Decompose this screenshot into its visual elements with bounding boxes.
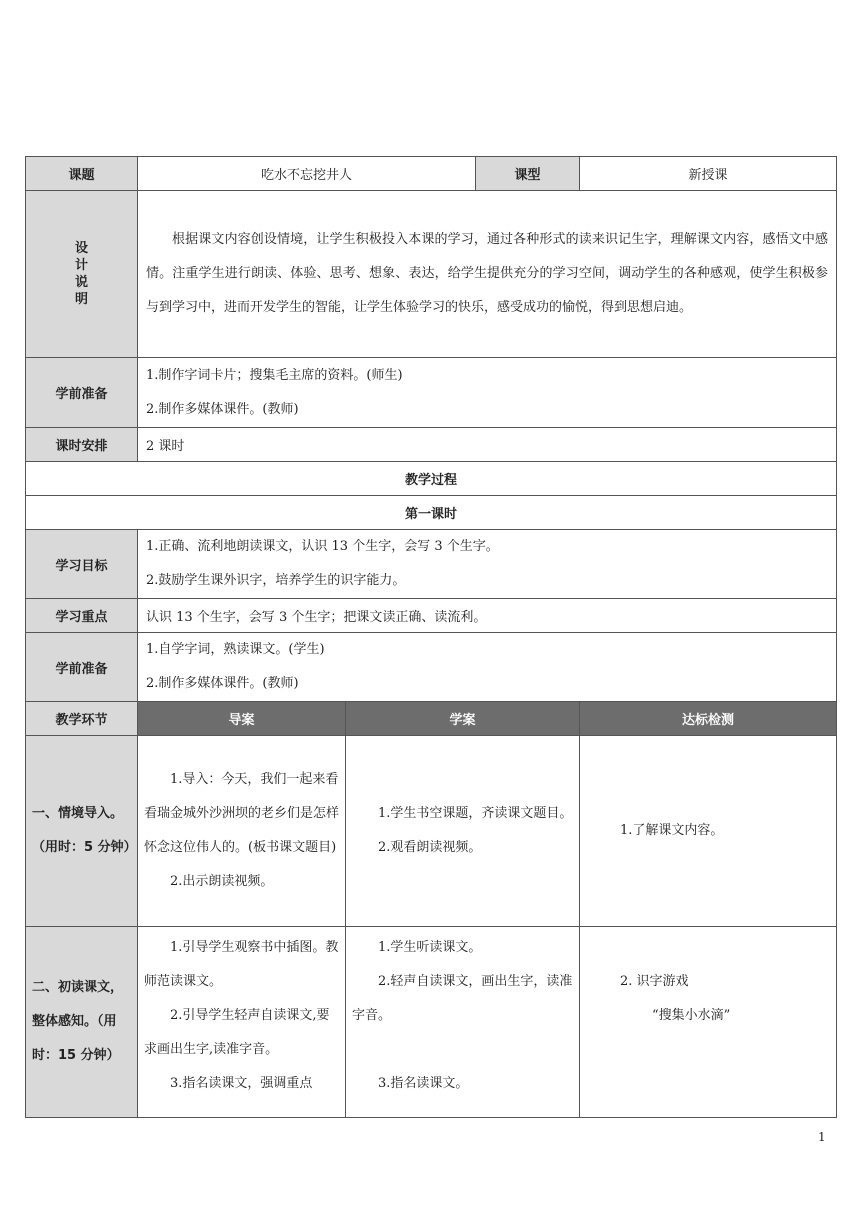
column-learn-header: 学案 xyxy=(346,702,580,736)
schedule-label: 课时安排 xyxy=(26,428,138,462)
guide-item: 2.引导学生轻声自读课文,要求画出生字,读准字音。 xyxy=(144,1008,330,1057)
stage-title: 一、情境导入。（用时：5 分钟） xyxy=(32,806,137,855)
stage-guide-cell xyxy=(138,736,346,927)
goals-row xyxy=(26,530,837,599)
stage-title: 二、初读课文，整体感知。（用时：15 分钟） xyxy=(32,980,124,1063)
guide-item: 2.出示朗读视频。 xyxy=(170,874,274,889)
goals-label: 学习目标 xyxy=(26,530,138,599)
type-label: 课型 xyxy=(476,157,580,191)
lesson-plan-table xyxy=(25,156,837,1118)
stage-check-cell xyxy=(580,736,837,927)
learn-item: 3.指名读课文。 xyxy=(378,1076,469,1091)
stage-row xyxy=(26,736,837,927)
topic-row xyxy=(26,157,837,191)
design-text: 根据课文内容创设情境，让学生积极投入本课的学习，通过各种形式的读来识记生字，理解课文内容，感悟文中感情。注重学生进行朗读、体验、思考、想象、表达，给学生提供充分的学习空间，调动学生的各种感观，使学生积极参与到学习中，进而开发学生的智能，让学生体验学习的快乐，感受成功的愉悦，得到思想启迪。 xyxy=(138,191,837,358)
learn-item: 1.学生书空课题，齐读课文题目。 xyxy=(378,806,573,821)
design-label-char: 说 xyxy=(74,275,88,290)
check-item: 1.了解课文内容。 xyxy=(620,823,724,838)
prep2-item: 2.制作多媒体课件。(教师) xyxy=(146,676,299,691)
page-number: 1 xyxy=(818,1130,826,1144)
focus-value: 认识 13 个生字，会写 3 个生字；把课文读正确、读流利。 xyxy=(138,599,837,633)
column-guide-header: 导案 xyxy=(138,702,346,736)
prep2-content xyxy=(138,633,837,702)
design-label-char: 明 xyxy=(74,292,88,307)
design-label-char: 计 xyxy=(74,258,88,273)
schedule-row xyxy=(26,428,837,462)
topic-value: 吃水不忘挖井人 xyxy=(138,157,476,191)
lesson-plan-page xyxy=(25,156,836,1118)
goals-content xyxy=(138,530,837,599)
column-check-header: 达标检测 xyxy=(580,702,837,736)
stage-title-cell xyxy=(26,736,138,927)
stage-title-cell xyxy=(26,927,138,1118)
stage-check-cell xyxy=(580,927,837,1118)
prep-content xyxy=(138,358,837,428)
learn-item: 2.轻声自读课文，画出生字，读准字音。 xyxy=(352,974,573,1023)
design-row xyxy=(26,191,837,358)
design-label-char: 设 xyxy=(74,241,88,256)
stage-guide-cell xyxy=(138,927,346,1118)
stage-row xyxy=(26,927,837,1118)
lesson-title: 第一课时 xyxy=(26,496,837,530)
prep2-row xyxy=(26,633,837,702)
stage-learn-cell xyxy=(346,927,580,1118)
column-stage-header: 教学环节 xyxy=(26,702,138,736)
prep-row xyxy=(26,358,837,428)
columns-header-row xyxy=(26,702,837,736)
process-title: 教学过程 xyxy=(26,462,837,496)
process-title-row xyxy=(26,462,837,496)
guide-item: 1.引导学生观察书中插图。教师范读课文。 xyxy=(144,940,339,989)
goal-item: 1.正确、流利地朗读课文，认识 13 个生字，会写 3 个生字。 xyxy=(146,539,499,554)
stage-learn-cell xyxy=(346,736,580,927)
learn-item: 2.观看朗读视频。 xyxy=(378,840,482,855)
topic-label: 课题 xyxy=(26,157,138,191)
prep2-label: 学前准备 xyxy=(26,633,138,702)
prep-item: 1.制作字词卡片；搜集毛主席的资料。(师生) xyxy=(146,367,403,383)
lesson-title-row xyxy=(26,496,837,530)
design-label xyxy=(26,191,138,358)
learn-item: 1.学生听读课文。 xyxy=(378,940,482,955)
schedule-value: 2 课时 xyxy=(138,428,837,462)
check-item: “搜集小水滴” xyxy=(652,1008,731,1023)
focus-row xyxy=(26,599,837,633)
prep-item: 2.制作多媒体课件。(教师) xyxy=(146,401,299,417)
check-item: 2. 识字游戏 xyxy=(620,974,689,989)
goal-item: 2.鼓励学生课外识字，培养学生的识字能力。 xyxy=(146,573,406,588)
guide-item: 1.导入：今天，我们一起来看看瑞金城外沙洲坝的老乡们是怎样怀念这位伟人的。(板书课文题目) xyxy=(144,772,340,855)
guide-item: 3.指名读课文，强调重点 xyxy=(170,1076,313,1091)
prep-label: 学前准备 xyxy=(26,358,138,428)
prep2-item: 1.自学字词，熟读课文。(学生) xyxy=(146,642,325,657)
focus-label: 学习重点 xyxy=(26,599,138,633)
type-value: 新授课 xyxy=(580,157,837,191)
